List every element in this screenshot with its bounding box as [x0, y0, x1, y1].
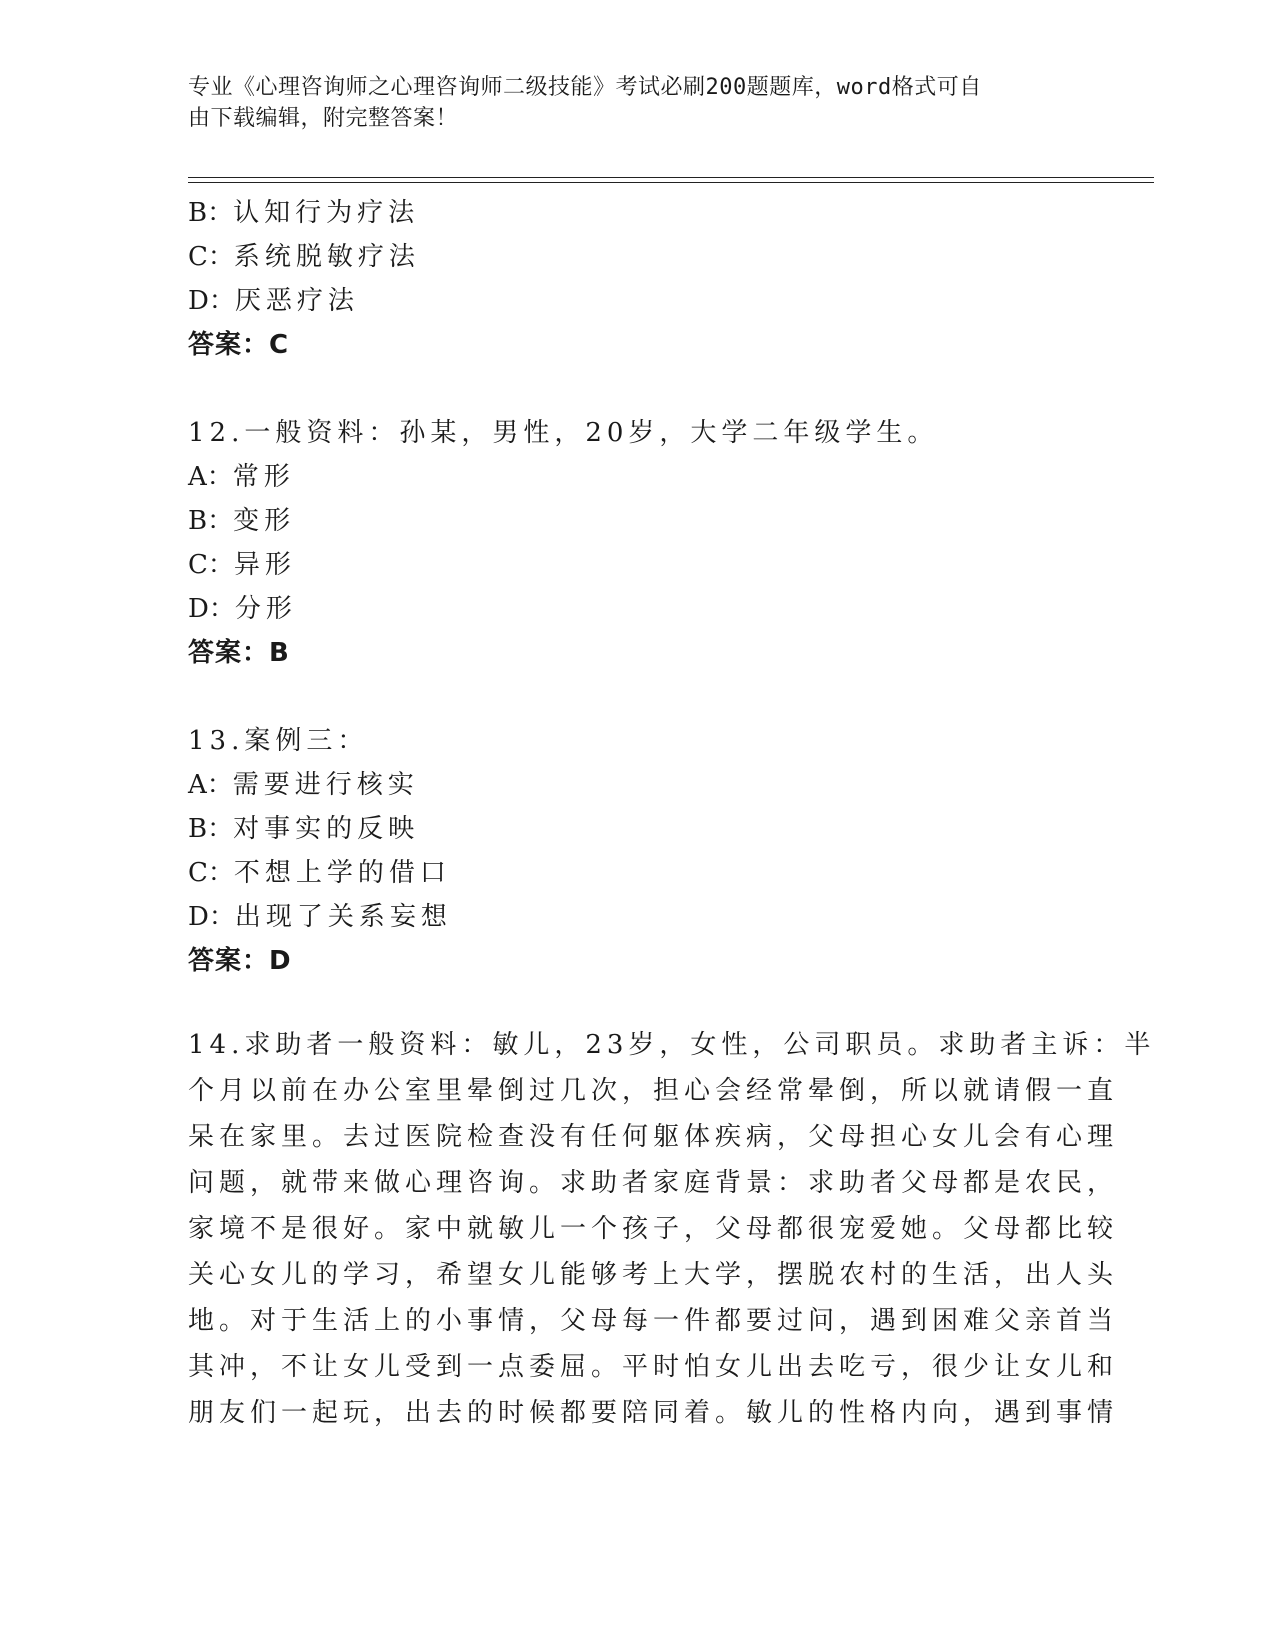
option-text: 异形 — [233, 550, 296, 580]
q14-line: 呆在家里。去过医院检查没有任何躯体疾病，父母担心女儿会有心理 — [188, 1122, 1119, 1152]
q14-line: 14.求助者一般资料：敏儿，23岁，女性，公司职员。求助者主诉：半 — [188, 1030, 1156, 1060]
option-letter: A： — [188, 770, 233, 800]
q12-option-c — [188, 544, 296, 581]
q12-option-a — [188, 456, 295, 493]
header-divider-bottom — [188, 182, 1154, 183]
q12-option-d — [188, 588, 297, 625]
option-text: 认知行为疗法 — [233, 198, 420, 228]
option-letter: C： — [188, 242, 234, 272]
q14-line: 地。对于生活上的小事情，父母每一件都要过问，遇到困难父亲首当 — [188, 1306, 1119, 1336]
header-divider-top — [188, 177, 1154, 178]
q13-option-c — [188, 852, 451, 889]
option-text: 分形 — [234, 594, 297, 624]
option-text: 系统脱敏疗法 — [233, 242, 420, 272]
option-letter: D： — [188, 902, 235, 932]
q14-paragraph — [188, 1022, 1156, 1436]
q12-stem: 12.一般资料：孙某，男性，20岁，大学二年级学生。 — [188, 418, 939, 448]
q14-line: 朋友们一起玩，出去的时候都要陪同着。敏儿的性格内向，遇到事情 — [188, 1398, 1119, 1428]
q14-line: 其冲，不让女儿受到一点委屈。平时怕女儿出去吃亏，很少让女儿和 — [188, 1352, 1119, 1382]
q11-answer: 答案：C — [188, 330, 290, 360]
option-text: 不想上学的借口 — [233, 858, 451, 888]
q12-option-b — [188, 500, 295, 537]
q11-option-b — [188, 192, 419, 229]
document-header — [188, 72, 1068, 134]
q14-line: 个月以前在办公室里晕倒过几次，担心会经常晕倒，所以就请假一直 — [188, 1076, 1119, 1106]
option-letter: D： — [188, 286, 235, 316]
header-line-1: 专业《心理咨询师之心理咨询师二级技能》考试必刷200题题库，word格式可自 — [188, 75, 982, 100]
q13-option-a — [188, 764, 419, 801]
option-letter: A： — [188, 462, 233, 492]
option-text: 对事实的反映 — [233, 814, 420, 844]
q13-option-b — [188, 808, 419, 845]
q14-line: 关心女儿的学习，希望女儿能够考上大学，摆脱农村的生活，出人头 — [188, 1260, 1119, 1290]
option-letter: D： — [188, 594, 235, 624]
header-line-2: 由下载编辑，附完整答案！ — [188, 106, 459, 131]
q13-option-d — [188, 896, 452, 933]
q11-option-d — [188, 280, 359, 317]
option-letter: B： — [188, 814, 234, 844]
option-text: 变形 — [233, 506, 296, 536]
option-text: 常形 — [232, 462, 295, 492]
q13-answer: 答案：D — [188, 946, 292, 976]
q13-stem: 13.案例三： — [188, 726, 369, 756]
q14-line: 家境不是很好。家中就敏儿一个孩子，父母都很宠爱她。父母都比较 — [188, 1214, 1119, 1244]
q14-line: 问题，就带来做心理咨询。求助者家庭背景：求助者父母都是农民， — [188, 1168, 1119, 1198]
option-letter: B： — [188, 198, 234, 228]
option-letter: C： — [188, 858, 234, 888]
q11-option-c — [188, 236, 420, 273]
option-text: 厌恶疗法 — [234, 286, 359, 316]
q12-answer: 答案：B — [188, 638, 290, 668]
option-letter: C： — [188, 550, 234, 580]
option-text: 需要进行核实 — [232, 770, 419, 800]
option-letter: B： — [188, 506, 234, 536]
option-text: 出现了关系妄想 — [234, 902, 452, 932]
